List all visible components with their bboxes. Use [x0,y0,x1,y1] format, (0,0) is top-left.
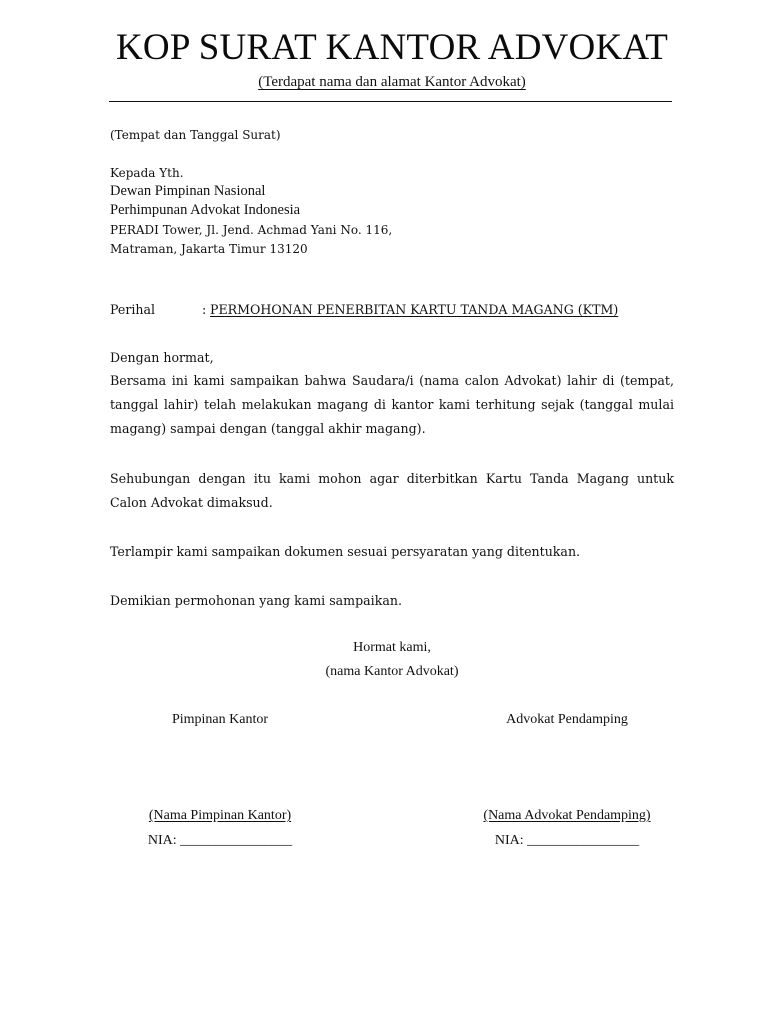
body-paragraph-4: Demikian permohonan yang kami sampaikan. [110,593,402,608]
subject-label: Perihal [110,302,156,317]
letterhead-divider [109,101,672,102]
recipient-line1: Dewan Pimpinan Nasional [110,183,266,199]
recipient-salutation: Kepada Yth. [110,166,184,180]
body-paragraph-2: Sehubungan dengan itu kami mohon agar diterbitkan Kartu Tanda Magang untuk Calon Advokat dimaksud. [110,471,674,510]
letterhead-subtitle: (Terdapat nama dan alamat Kantor Advokat) [258,74,526,90]
closing-office: (nama Kantor Advokat) [325,664,459,679]
greeting: Dengan hormat, [110,350,214,365]
recipient-line4: Matraman, Jakarta Timur 13120 [110,242,308,256]
signature-right-role: Advokat Pendamping [506,712,628,727]
recipient-line3: PERADI Tower, Jl. Jend. Achmad Yani No. 116, [110,223,393,237]
signature-right-name: (Nama Advokat Pendamping) [483,808,651,823]
signature-right-nia: NIA: ________________ [494,833,640,848]
body-paragraph-3: Terlampir kami sampaikan dokumen sesuai persyaratan yang ditentukan. [110,544,581,559]
signature-left-role: Pimpinan Kantor [171,712,269,727]
closing-regards: Hormat kami, [353,640,431,655]
subject-colon: : [202,302,207,317]
place-date: (Tempat dan Tanggal Surat) [110,128,281,142]
letterhead-title: KOP SURAT KANTOR ADVOKAT [116,27,668,68]
body-paragraph-1: Bersama ini kami sampaikan bahwa Saudara/i (nama calon Advokat) lahir di (tempat, tanggal lahir) telah melakukan magang di kantor kami terhitung sejak (tanggal mulai magang) sampai dengan (tanggal akhir magang). [110,373,674,436]
subject-value: PERMOHONAN PENERBITAN KARTU TANDA MAGANG (KTM) [210,302,619,317]
signature-left-name: (Nama Pimpinan Kantor) [148,808,292,823]
signature-left-nia: NIA: ________________ [147,833,293,848]
recipient-line2: Perhimpunan Advokat Indonesia [110,202,301,218]
